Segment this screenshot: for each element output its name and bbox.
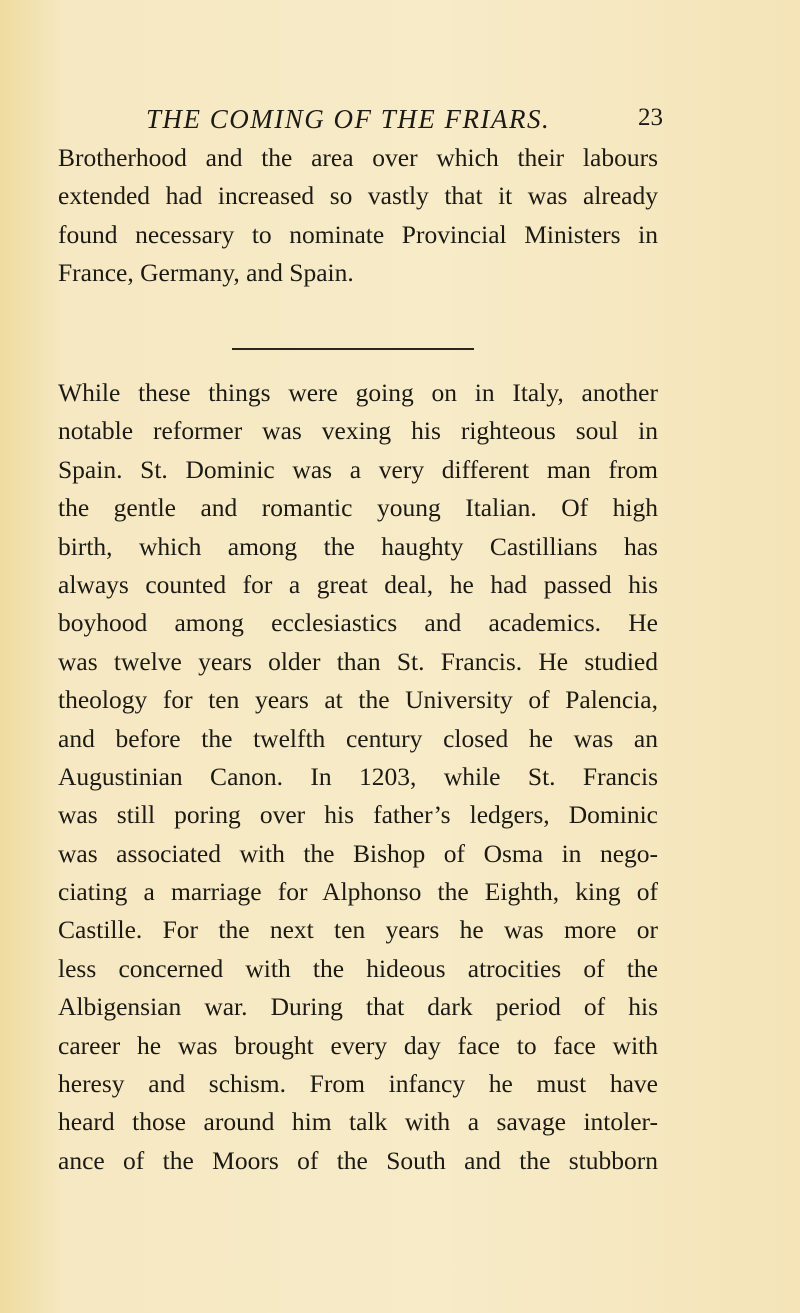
page-number: 23: [638, 104, 663, 131]
paragraph-continued: [58, 139, 658, 293]
text-line: Castille. For the next ten years he was more or: [58, 915, 658, 945]
text-line: always counted for a great deal, he had passed his: [58, 569, 658, 599]
text-line: theology for ten years at the University of Palencia,: [58, 685, 658, 715]
text-line: the gentle and romantic young Italian. Of high: [58, 493, 658, 523]
text-line: heard those around him talk with a savage intoler-: [58, 1107, 658, 1137]
text-line: career he was brought every day face to face with: [58, 1030, 658, 1060]
text-line: Brotherhood and the area over which their labours: [58, 143, 658, 172]
running-title: THE COMING OF THE FRIARS.: [146, 104, 551, 134]
text-line: While these things were going on in Italy, another: [58, 378, 658, 407]
text-line: boyhood among ecclesiastics and academics. He: [58, 608, 658, 638]
text-line: was associated with the Bishop of Osma in nego-: [58, 838, 658, 868]
text-line: found necessary to nominate Provincial Ministers in: [58, 219, 658, 249]
section-divider: [232, 348, 474, 350]
text-line: was still poring over his father’s ledgers, Dominic: [58, 800, 658, 830]
text-line: ciating a marriage for Alphonso the Eighth, king of: [58, 877, 658, 907]
paragraph-dominic: [58, 374, 658, 1180]
text-line: extended had increased so vastly that it was already: [58, 181, 658, 211]
text-line: birth, which among the haughty Castillians has: [58, 531, 658, 561]
text-line: Augustinian Canon. In 1203, while St. Francis: [58, 761, 658, 791]
text-line: less concerned with the hideous atrocities of the: [58, 953, 658, 983]
text-line: heresy and schism. From infancy he must have: [58, 1069, 658, 1099]
running-header: [0, 104, 800, 144]
text-line: notable reformer was vexing his righteous soul in: [58, 416, 658, 446]
text-line: and before the twelfth century closed he was an: [58, 723, 658, 753]
text-line: Albigensian war. During that dark period of his: [58, 992, 658, 1022]
text-line: France, Germany, and Spain.: [58, 258, 354, 288]
text-line: ance of the Moors of the South and the stubborn: [58, 1145, 658, 1175]
text-line: Spain. St. Dominic was a very different man from: [58, 454, 658, 484]
text-line: was twelve years older than St. Francis. He studied: [58, 646, 658, 676]
